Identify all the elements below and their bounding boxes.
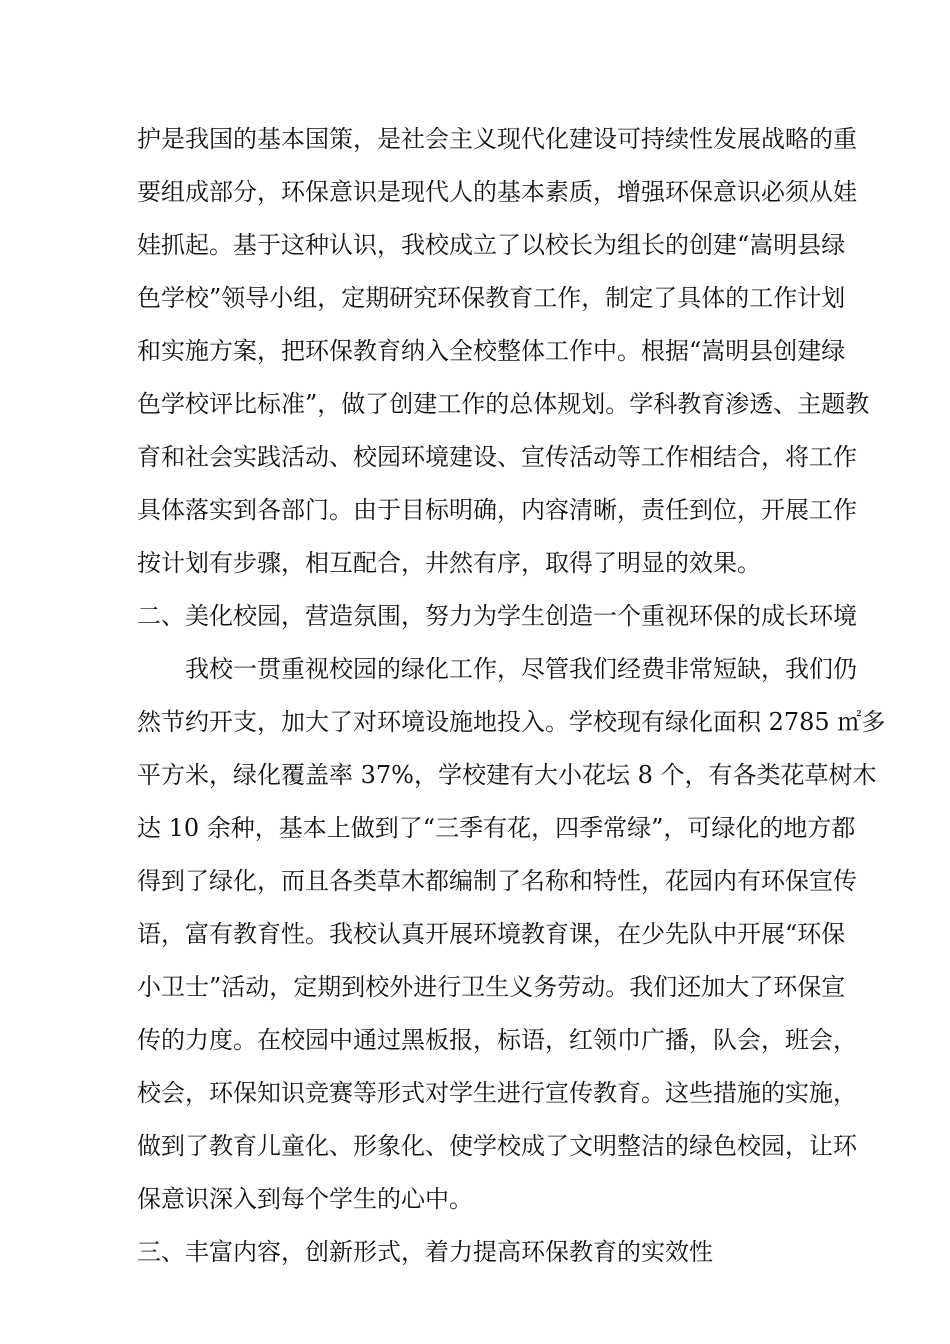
paragraph-line: 语，富有教育性。我校认真开展环境教育课，在少先队中开展“环保 bbox=[137, 920, 846, 948]
paragraph-line: 传的力度。在校园中通过黑板报，标语，红领巾广播，队会，班会， bbox=[137, 1026, 857, 1054]
paragraph-line: 小卫士”活动，定期到校外进行卫生义务劳动。我们还加大了环保宣 bbox=[137, 973, 846, 1001]
section-heading-3: 三、丰富内容，创新形式，着力提高环保教育的实效性 bbox=[137, 1238, 713, 1266]
section-heading-2: 二、美化校园，营造氛围，努力为学生创造一个重视环保的成长环境 bbox=[137, 602, 857, 630]
paragraph-line: 平方米，绿化覆盖率 37%，学校建有大小花坛 8 个，有各类花草树木 bbox=[137, 761, 877, 789]
paragraph-line: 育和社会实践活动、校园环境建设、宣传活动等工作相结合，将工作 bbox=[137, 443, 857, 471]
paragraph-line: 达 10 余种，基本上做到了“三季有花，四季常绿”，可绿化的地方都 bbox=[137, 814, 856, 842]
paragraph-line: 校会，环保知识竞赛等形式对学生进行宣传教育。这些措施的实施， bbox=[137, 1079, 857, 1107]
paragraph-line: 要组成部分，环保意识是现代人的基本素质，增强环保意识必须从娃 bbox=[137, 178, 857, 206]
paragraph-line: 具体落实到各部门。由于目标明确，内容清晰，责任到位，开展工作 bbox=[137, 496, 857, 524]
paragraph-line-last: 保意识深入到每个学生的心中。 bbox=[137, 1185, 473, 1213]
paragraph-line: 和实施方案，把环保教育纳入全校整体工作中。根据“嵩明县创建绿 bbox=[137, 337, 846, 365]
paragraph-line: 护是我国的基本国策，是社会主义现代化建设可持续性发展战略的重 bbox=[137, 125, 857, 153]
paragraph-line: 然节约开支，加大了对环境设施地投入。学校现有绿化面积 2785 ㎡多 bbox=[137, 708, 886, 736]
paragraph-line-last: 按计划有步骤，相互配合，井然有序，取得了明显的效果。 bbox=[137, 549, 761, 577]
paragraph-line: 色学校”领导小组，定期研究环保教育工作，制定了具体的工作计划 bbox=[137, 284, 846, 312]
paragraph-line: 做到了教育儿童化、形象化、使学校成了文明整洁的绿色校园，让环 bbox=[137, 1132, 857, 1160]
paragraph-line-indented: 我校一贯重视校园的绿化工作，尽管我们经费非常短缺，我们仍 bbox=[185, 655, 857, 683]
paragraph-line: 娃抓起。基于这种认识，我校成立了以校长为组长的创建“嵩明县绿 bbox=[137, 231, 846, 259]
paragraph-line: 色学校评比标准”，做了创建工作的总体规划。学科教育渗透、主题教 bbox=[137, 390, 870, 418]
paragraph-line: 得到了绿化，而且各类草木都编制了名称和特性，花园内有环保宣传 bbox=[137, 867, 857, 895]
